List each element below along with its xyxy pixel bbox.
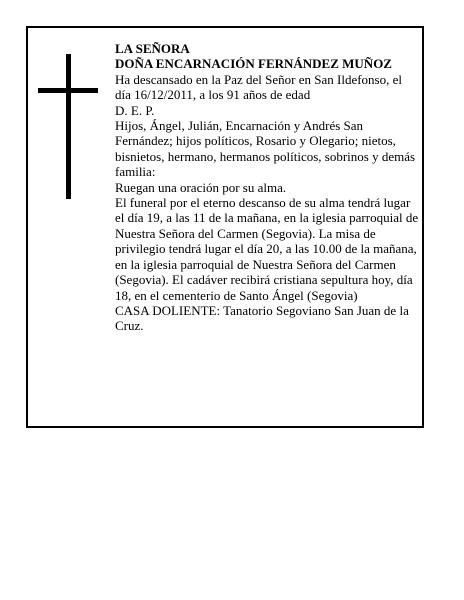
obituary-notice <box>26 26 424 428</box>
notice-title: LA SEÑORA <box>115 41 190 56</box>
deceased-name: DOÑA ENCARNACIÓN FERNÁNDEZ MUÑOZ <box>115 56 392 72</box>
family-list: Hijos, Ángel, Julián, Encarnación y Andrés San Fernández; hijos políticos, Rosario y Olegario; nietos, bisnietos, hermano, hermanos políticos, sobrinos y demás familia: <box>115 118 416 180</box>
cross-vertical-bar <box>66 54 71 199</box>
cross-horizontal-bar <box>38 88 98 93</box>
funeral-details: El funeral por el eterno descanso de su alma tendrá lugar el día 19, a las 11 de la mañana, en la iglesia parroquial de Nuestra Señora del Carmen (Segovia). La misa de privilegio tendrá lugar el día 20, a las 10.00 de la mañana, en la iglesia parroquial de Nuestra Señora del Carmen (Segovia). El cadáver recibirá cristiana sepultura hoy, día 18, en el cementerio de Santo Ángel (Segovia) <box>115 195 419 303</box>
rip-line: D. E. P. <box>115 102 155 118</box>
funeral-home: CASA DOLIENTE: Tanatorio Segoviano San Juan de la Cruz. <box>115 302 409 334</box>
death-statement: Ha descansado en la Paz del Señor en San Ildefonso, el día 16/12/2011, a los 91 años de edad <box>115 71 402 103</box>
cross-icon <box>38 54 98 199</box>
prayer-request: Ruegan una oración por su alma. <box>115 179 287 195</box>
obituary-text <box>115 41 421 334</box>
